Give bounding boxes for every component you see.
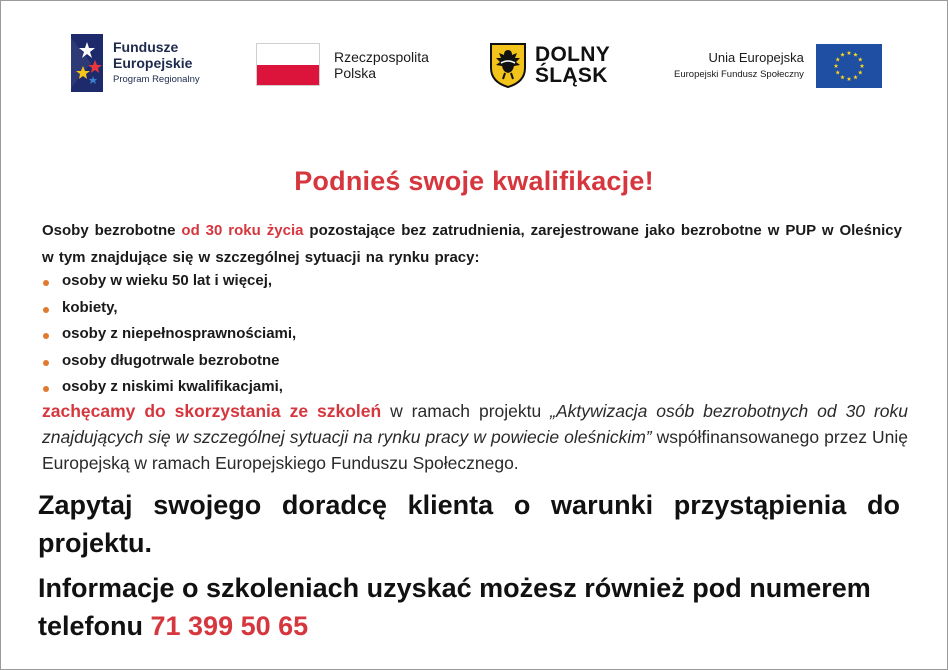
list-item: kobiety, [42,295,296,322]
rzeczpospolita-polska-logo [256,43,429,86]
eu-flag-icon [816,44,882,88]
eagle-coat-of-arms-icon [489,42,527,88]
project-title: „Aktywizacja osób bezrobotnych od 30 roku znajdujących się w szczególnej sytuacji na rynku pracy w powiecie oleśnickim” [42,401,909,447]
list-item: osoby z niepełnosprawnościami, [42,321,296,348]
target-groups-list [42,268,296,401]
ue-logo-line1: Unia Europejska [708,50,804,65]
contact-text: Informacje o szkoleniach uzyskać możesz również pod numerem telefonu [38,573,871,641]
phone-number: 71 399 50 65 [150,611,309,641]
rp-logo-line1: Rzeczpospolita [334,48,429,65]
list-item: osoby z niskimi kwalifikacjami, [42,374,296,401]
intro-paragraph [42,217,902,271]
ds-logo-line1: DOLNY [535,43,610,66]
project-text-2: współfinansowanego przez Unię Europejską w ramach Europejskiego Funduszu Społecznego. [42,427,908,473]
project-highlight: zachęcamy do skorzystania ze szkoleń [42,401,382,421]
list-item: osoby długotrwale bezrobotne [42,348,296,375]
dolny-slask-logo [489,42,610,88]
list-item: osoby w wieku 50 lat i więcej, [42,268,296,295]
intro-text-2: pozostające bez zatrudnienia, zarejestrowane jako bezrobotne w PUP w Oleśnicy w tym znajdujące się w szczególnej sytuacji na rynku pracy: [42,222,902,266]
fe-logo-line2: Europejskie [113,54,193,71]
rp-logo-line2: Polska [334,64,377,81]
fundusze-europejskie-logo [71,34,200,92]
project-paragraph [42,398,908,476]
fe-stars-icon [71,34,103,92]
ue-logo-line2: Europejski Fundusz Społeczny [674,69,804,80]
contact-info [38,569,900,645]
intro-text-1: Osoby bezrobotne [42,222,182,239]
ask-advisor-text: Zapytaj swojego doradcę klienta o warunki przystąpienia do projektu. [38,490,900,558]
ds-logo-line2: ŚLĄSK [535,64,608,87]
unia-europejska-logo [674,44,882,88]
intro-highlight: od 30 roku życia [181,222,304,239]
fe-logo-line3: Program Regionalny [113,73,200,85]
fe-logo-line1: Fundusze [113,38,179,55]
headline: Podnieś swoje kwalifikacje! [294,166,654,196]
polish-flag-icon [256,43,320,86]
project-text-1: w ramach projektu [381,401,551,421]
